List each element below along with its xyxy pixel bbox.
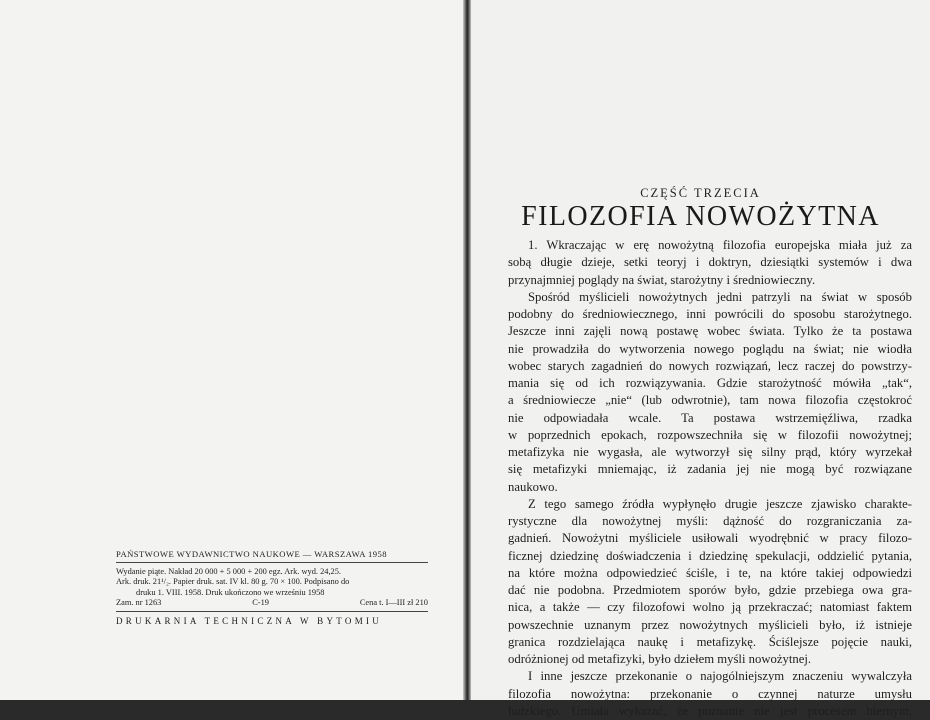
- text-line: metafizyka nie wygasła, ale wytworzył się silny prąd, który wyrzekał: [508, 445, 912, 459]
- imprint-line-4: [116, 598, 428, 608]
- text-line: Z tego samego źródła wypłynęło drugie jeszcze zjawisko charakte-: [528, 496, 912, 511]
- text-line: naukowo.: [508, 479, 558, 494]
- text-line: ficznej dziedzinę doświadczenia i dziedzinę spekulacji, oddzielić pytania,: [508, 548, 912, 563]
- text-line: rystyczne dla nowożytnej myśli: dążność do rozgraniczania za-: [508, 514, 912, 528]
- text-line: nie odpowiadała wcale. Ta postawa wstrzemięźliwa, rzadka: [508, 410, 912, 425]
- text-line: Jeszcze inni zajęli nową postawę wobec świata. Tylko że ta postawa: [508, 324, 912, 339]
- left-page: [0, 0, 463, 700]
- right-page: [471, 0, 930, 718]
- text-line: nie prowadziła do wytworzenia nowego poglądu na świat; nie wiodła: [508, 341, 912, 356]
- text-line: się metafizyki mniemając, iż zadania jej nie mogą być rozwiązane: [508, 462, 912, 477]
- text-line: granica rozdzielająca naukę i metafizykę. Ściślejsze pojęcie nauki,: [508, 634, 912, 649]
- text-line: filozofia nowożytna: przekonanie o czynnej naturze umysłu: [508, 686, 912, 701]
- text-line: podobny do średniowiecznego, inni powrócili do sposobu starożytnego.: [508, 307, 912, 321]
- text-line: przynajmniej poglądy na świat, starożytny i średniowieczny.: [508, 272, 816, 287]
- imprint-line-3: druku 1. VIII. 1958. Druk ukończono we wrześniu 1958: [136, 587, 325, 597]
- text-line: sobą długie dzieje, setki teoryj i doktryn, dziesiątki systemów i dwa: [508, 255, 912, 270]
- body-text: [508, 237, 912, 720]
- publisher-line: PAŃSTWOWE WYDAWNICTWO NAUKOWE — WARSZAWA 1958: [116, 549, 428, 563]
- part-label: CZĘŚĆ TRZECIA: [640, 186, 761, 200]
- book-gutter: [463, 0, 471, 700]
- text-line: a średniowiecze „nie“ (lub odwrotnie), tam nowa filozofia częstokroć: [508, 393, 912, 408]
- order-number: Zam. nr 1263: [116, 597, 162, 607]
- text-line: w poprzednich epokach, rozpowszechniła się w filozofii nowożytnej;: [508, 427, 912, 442]
- imprint-line-1: Wydanie piąte. Nakład 20 000 + 5 000 + 200 egz. Ark. wyd. 24,25.: [116, 567, 342, 577]
- text-line: I inne jeszcze przekonanie o najogólniejszym znaczeniu wywalczyła: [528, 669, 912, 684]
- imprint-details: [116, 563, 428, 612]
- print-code: C-19: [252, 597, 269, 607]
- text-line: wobec starych zagadnień do nowych rozwiązań, lecz raczej do powstrzy-: [508, 358, 912, 373]
- text-line: nica, a także — czy filozofowi wolno ją przekraczać; natomiast faktem: [508, 600, 912, 615]
- text-line: dać nie podobna. Przedmiotem sporów było, gdzie przebiega owa gra-: [508, 583, 912, 597]
- text-line: 1. Wkraczając w erę nowożytną filozofia europejska miała już za: [528, 238, 912, 252]
- text-line: odróżnionej od metafizyki, było dziełem myśli nowożytnej.: [508, 652, 812, 666]
- price: Cena t. I—III zł 210: [359, 597, 428, 607]
- text-line: ludzkiego. Umiała wykazać, że poznanie nie jest procesem biernym,: [508, 703, 912, 718]
- text-line: gadnień. Nowożytni myśliciele usiłowali wyodrębnić w pracy filozo-: [508, 531, 912, 546]
- text-line: Spośród myślicieli nowożytnych jedni patrzyli na świat w sposób: [528, 289, 912, 304]
- text-line: powszechnie uznanym przez nowożytnych myślicieli było, iż istnieje: [508, 617, 912, 632]
- text-line: na które można odpowiedzieć ściśle, i te, na które takiej odpowiedzi: [508, 565, 912, 580]
- printer-line: DRUKARNIA TECHNICZNA W BYTOMIU: [116, 616, 383, 627]
- chapter-title: FILOZOFIA NOWOŻYTNA: [521, 201, 880, 232]
- imprint-block: [116, 549, 428, 626]
- imprint-line-2: Ark. druk. 21¹/₂. Papier druk. sat. IV kl. 80 g. 70 × 100. Podpisano do: [116, 577, 350, 587]
- text-line: mania się od ich rozwiązywania. Gdzie starożytność mówiła „tak“,: [508, 376, 912, 390]
